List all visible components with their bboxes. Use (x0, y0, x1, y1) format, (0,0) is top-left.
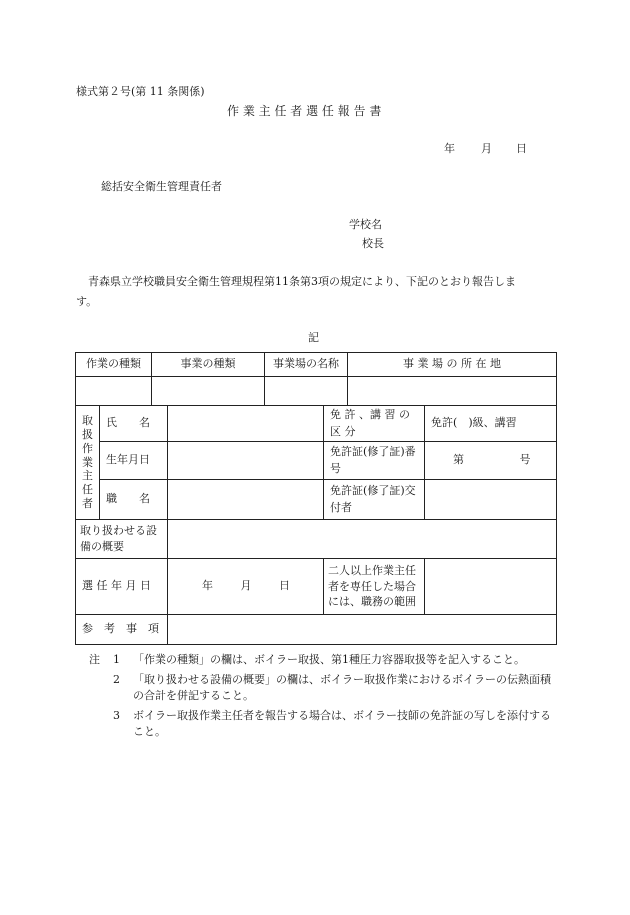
reference-label: 参 考 事 項 (76, 615, 168, 645)
appointment-year: 年 (202, 579, 213, 593)
license-course-label: 免 許 、講 習 の 区 分 (324, 406, 425, 442)
appointment-date-field[interactable] (168, 559, 324, 615)
note-2-number: 2 (113, 672, 120, 686)
equipment-field[interactable] (168, 520, 557, 559)
license-issuer-field[interactable] (425, 480, 557, 520)
license-course-value[interactable]: 免許( )級、講習 (425, 406, 557, 442)
supervisor-birth-row (76, 442, 557, 480)
note-3-number: 3 (113, 708, 120, 722)
col-header-business-type: 事業の種類 (152, 353, 265, 377)
body-text-line-2: す。 (76, 295, 98, 308)
appointment-row (76, 559, 557, 615)
equipment-label: 取り扱わせる設備の概要 (76, 520, 168, 559)
site-input-row (76, 377, 557, 406)
col-header-site-location: 事 業 場 の 所 在 地 (348, 353, 557, 377)
appointment-month: 月 (240, 579, 252, 593)
report-form-table (75, 352, 557, 645)
supervisor-position-row (76, 480, 557, 520)
name-field[interactable] (168, 406, 324, 442)
birthdate-field[interactable] (168, 442, 324, 480)
col-header-site-name: 事業場の名称 (265, 353, 348, 377)
body-text-line-1: 青森県立学校職員安全衛生管理規程第11条第3項の規定により、下記のとおり報告しま (88, 275, 516, 288)
school-name-label: 学校名 (349, 218, 382, 231)
work-type-field[interactable] (76, 377, 152, 406)
multiple-supervisors-label: 二人以上作業主任者を専任した場合には、職務の範囲 (324, 559, 425, 615)
position-label: 職 名 (100, 480, 168, 520)
license-number-prefix: 第 (453, 453, 465, 467)
multiple-supervisors-field[interactable] (425, 559, 557, 615)
license-number-label: 免許証(修了証)番号 (324, 442, 425, 480)
date-month-label: 月 (481, 142, 492, 155)
site-location-field[interactable] (348, 377, 557, 406)
site-name-field[interactable] (265, 377, 348, 406)
note-3-text: ボイラー取扱作業主任者を報告する場合は、ボイラー技師の免許証の写しを添付すること。 (133, 708, 551, 738)
note-1 (89, 652, 559, 669)
notes-label: 注 (89, 653, 100, 666)
date-day-label: 日 (516, 142, 527, 155)
supervisor-name-row (76, 406, 557, 442)
note-1-number: 1 (113, 653, 120, 666)
reference-row (76, 615, 557, 645)
appointment-day: 日 (279, 579, 290, 593)
document-title: 作 業 主 任 者 選 任 報 告 書 (227, 104, 382, 118)
appointment-date-label: 選 任 年 月 日 (76, 559, 168, 615)
position-field[interactable] (168, 480, 324, 520)
date-year-label: 年 (444, 142, 455, 155)
form-number: 様式第２号(第 11 条関係) (76, 85, 205, 98)
name-label: 氏 名 (100, 406, 168, 442)
birthdate-label: 生年月日 (100, 442, 168, 480)
supervisor-row-header: 取 扱 作 業 主 任 者 (76, 406, 100, 520)
header-row (76, 353, 557, 377)
reference-field[interactable] (168, 615, 557, 645)
principal-label: 校長 (362, 237, 384, 250)
equipment-row (76, 520, 557, 559)
ki-label: 記 (308, 331, 319, 344)
addressee: 総括安全衛生管理責任者 (101, 180, 222, 193)
col-header-work-type: 作業の種類 (76, 353, 152, 377)
license-number-suffix: 号 (519, 453, 531, 467)
license-issuer-label: 免許証(修了証)交付者 (324, 480, 425, 520)
notes-section (89, 652, 559, 744)
note-2-text: 「取り扱わせる設備の概要」の欄は、ボイラー取扱作業におけるボイラーの伝熱面積の合計を併記すること。 (133, 672, 551, 702)
license-number-field[interactable] (425, 442, 557, 480)
note-2 (89, 672, 559, 705)
note-1-text: 「作業の種類」の欄は、ボイラー取扱、第1種圧力容器取扱等を記入すること。 (133, 653, 525, 666)
note-3 (89, 708, 559, 741)
business-type-field[interactable] (152, 377, 265, 406)
